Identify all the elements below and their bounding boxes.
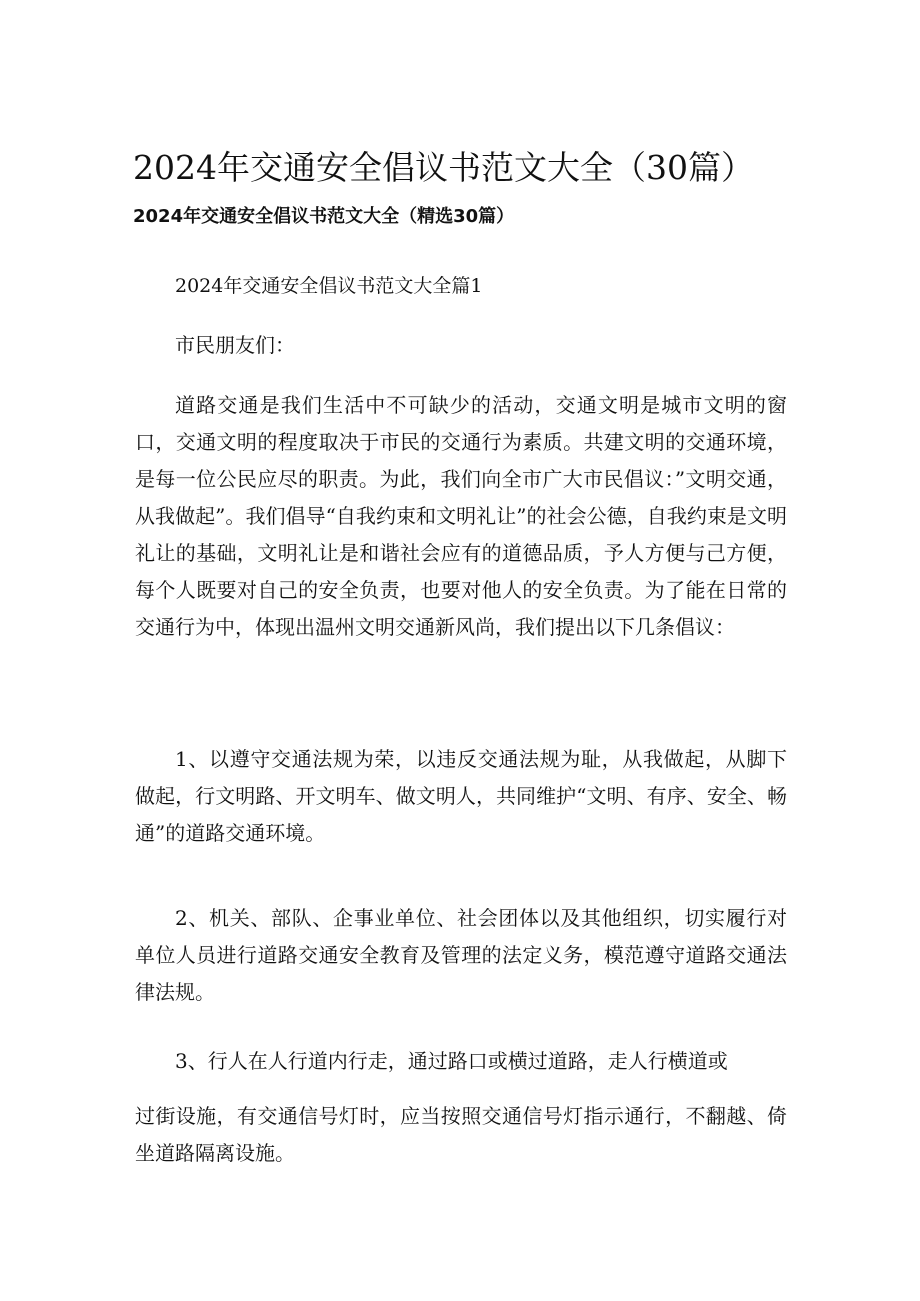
intro-paragraph: 道路交通是我们生活中不可缺少的活动，交通文明是城市文明的窗口，交通文明的程度取决于市民的交通行为素质。共建文明的交通环境，是每一位公民应尽的职责。为此，我们向全市广大市民倡议：”文明交通，从我做起”。我们倡导“自我约束和文明礼让”的社会公德，自我约束是文明礼让的基础，文明礼让是和谐社会应有的道德品质，予人方便与己方便，每个人既要对自己的安全负责，也要对他人的安全负责。为了能在日常的交通行为中，体现出温州文明交通新风尚，我们提出以下几条倡议： bbox=[135, 393, 787, 639]
document-subtitle: 2024年交通安全倡议书范文大全（精选30篇） bbox=[133, 206, 515, 227]
proposal-item-2: 2、机关、部队、企事业单位、社会团体以及其他组织，切实履行对单位人员进行道路交通安全教育及管理的法定义务，模范遵守道路交通法律法规。 bbox=[135, 906, 787, 1004]
proposal-item-3-line-2: 过街设施，有交通信号灯时，应当按照交通信号灯指示通行，不翻越、倚坐道路隔离设施。 bbox=[135, 1104, 787, 1165]
proposal-item-3-line-1: 3、行人在人行道内行走，通过路口或横过道路，走人行横道或 bbox=[175, 1049, 728, 1073]
proposal-item-1: 1、以遵守交通法规为荣，以违反交通法规为耻，从我做起，从脚下做起，行文明路、开文明车、做文明人，共同维护“文明、有序、安全、畅通”的道路交通环境。 bbox=[135, 747, 787, 845]
document-title: 2024年交通安全倡议书范文大全（30篇） bbox=[133, 148, 754, 187]
salutation: 市民朋友们： bbox=[175, 333, 295, 357]
section-heading: 2024年交通安全倡议书范文大全篇1 bbox=[175, 275, 483, 297]
